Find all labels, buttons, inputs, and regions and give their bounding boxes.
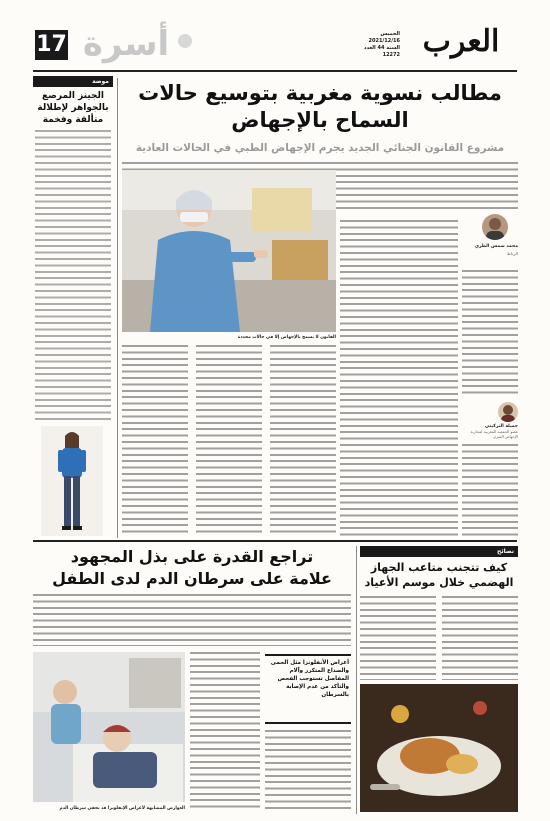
model-photo — [41, 426, 103, 536]
lead-subtitle: مشروع القانون الجنائي الجديد يجرم الإجهاض الطبي في الحالات العادية — [135, 142, 505, 154]
lead-title-1: مطالب نسوية مغربية بتوسيع حالات — [138, 81, 502, 105]
issue-day: الخميس — [380, 31, 400, 37]
quote-author-role: عضو الجمعية المغربية لمحاربة الإجهاض السري — [470, 429, 518, 439]
tips-kicker-bar — [360, 546, 518, 557]
tips-body-text — [360, 596, 518, 680]
lead-photo-caption: القانون لا يسمح بالإجهاض إلا في حالات محددة — [237, 335, 336, 340]
quote-avatar — [498, 402, 518, 422]
fashion-kicker-label: موضة — [92, 78, 109, 85]
author-box — [462, 214, 518, 266]
issue-number: العدد 12272 — [363, 45, 400, 58]
quote-author-name: جميلة التركيني — [485, 424, 518, 429]
tips-title-1: كيف تتجنب متاعب الجهاز — [370, 561, 508, 574]
child-patient-illustration — [33, 652, 185, 802]
newspaper-logo: العرب — [422, 24, 500, 59]
column-divider-bottom — [356, 546, 357, 814]
second-body-text — [33, 594, 351, 646]
tips-headline — [360, 560, 518, 590]
lead-left-col-text-2 — [462, 444, 518, 536]
lead-left-col-text — [462, 270, 518, 398]
masthead — [0, 0, 550, 74]
section-divider — [33, 540, 517, 542]
issue-year: السنة 44 — [377, 45, 400, 51]
second-title-1: تراجع القدرة على بذل المجهود — [70, 547, 314, 566]
fashion-body-text — [35, 130, 111, 420]
page-number-box — [35, 30, 68, 60]
tips-kicker: نصائح — [497, 548, 514, 555]
lead-headline — [122, 80, 518, 134]
fashion-title-2: بالجواهر لإطلالة — [37, 103, 109, 113]
page-number: 17 — [36, 32, 67, 57]
lead-middle-col-text — [340, 220, 458, 536]
fashion-title-3: متألقة وفخمة — [42, 115, 104, 125]
author-city: الرباط — [506, 251, 518, 256]
lead-bottom-cols-text — [122, 345, 336, 536]
holiday-food-illustration — [360, 684, 518, 812]
second-photo-caption: العوارض المشابهة لأعراض الإنفلونزا قد تخفي سرطان الدم — [59, 806, 185, 811]
fashion-title-1: الجينز المرصع — [42, 91, 104, 101]
issue-info — [348, 31, 400, 59]
fashion-column — [33, 76, 113, 536]
pull-quote-text: أعراض الأنفلونزا مثل الحمى والصداع المتكرر وآلام المفاصل تستوجب الفحص والتأكد من عدم الإصابة بالسرطان — [270, 660, 349, 698]
decorative-dots — [178, 34, 192, 48]
author-name: محمد شمس الطري — [474, 244, 518, 249]
quote-author-box — [462, 402, 518, 438]
fashion-headline — [33, 90, 113, 126]
lead-photo — [122, 170, 336, 332]
column-divider-left — [117, 78, 118, 538]
tips-title-2: الهضمي خلال موسم الأعياد — [364, 576, 514, 589]
masthead-rule — [33, 70, 517, 72]
fashion-kicker — [33, 76, 113, 87]
lead-title-2: السماح بالإجهاض — [231, 108, 409, 132]
second-col-text-1 — [190, 652, 260, 812]
tips-photo — [360, 684, 518, 812]
second-photo — [33, 652, 185, 802]
model-illustration — [41, 426, 103, 536]
second-headline — [33, 546, 351, 590]
section-title: أسرة — [82, 24, 170, 64]
pull-quote — [265, 654, 351, 724]
author-avatar — [482, 214, 508, 240]
second-col-text-2 — [265, 730, 351, 812]
hospital-illustration — [122, 170, 336, 332]
issue-date: 2021/12/16 — [368, 38, 400, 44]
second-title-2: علامة على سرطان الدم لدى الطفل — [52, 569, 332, 588]
